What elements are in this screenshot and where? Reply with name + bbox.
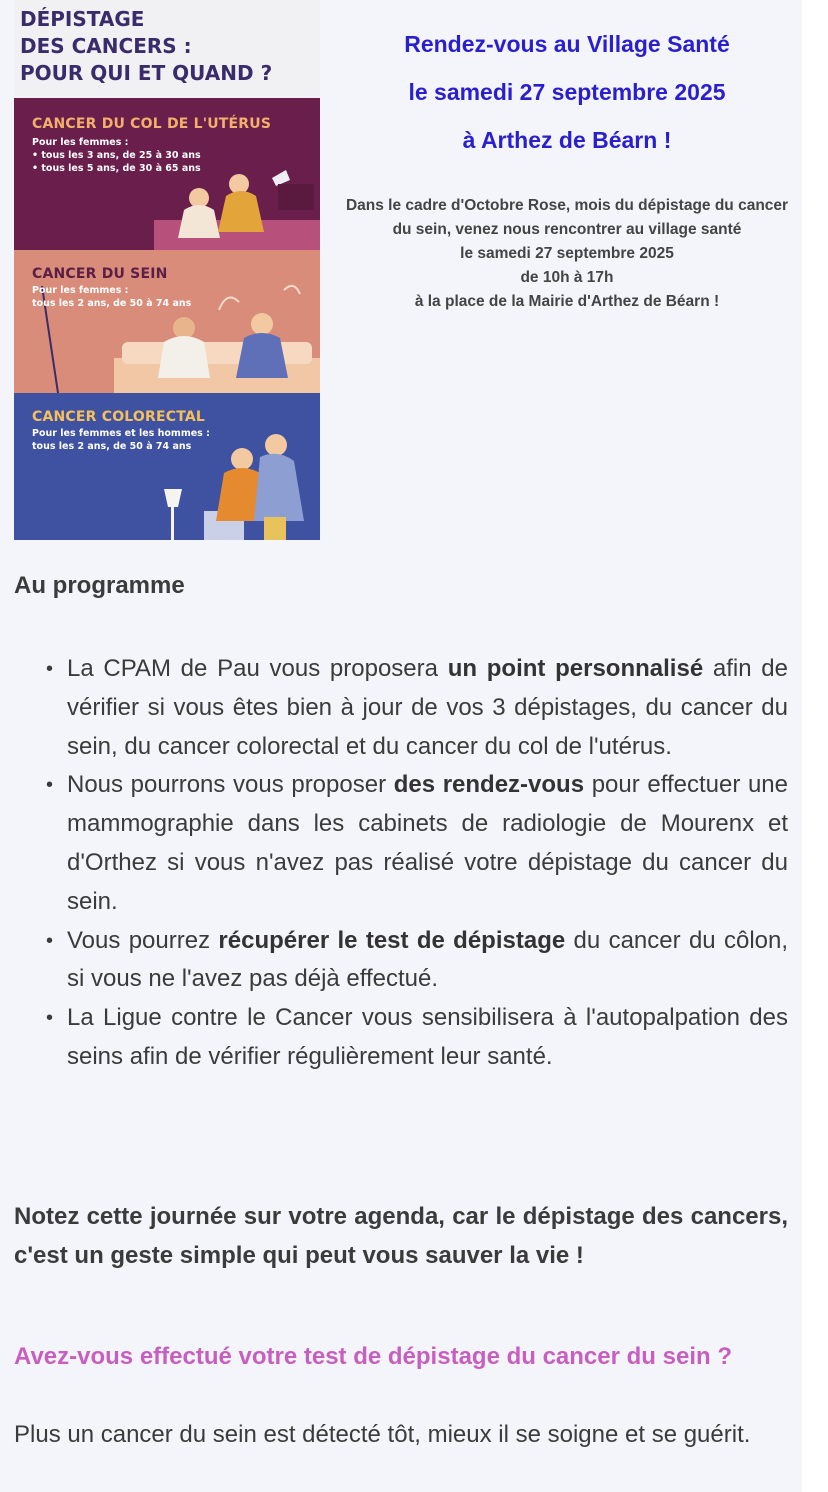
bullet-icon: • — [46, 929, 54, 952]
poster-header — [14, 0, 320, 98]
colorectal-details: Pour les femmes et les hommes : tous les 2 ans, de 50 à 74 ans — [32, 428, 210, 452]
list-item: • Vous pourrez récupérer le test de dépistage du cancer du côlon, si vous ne l'avez pas déjà effectué. — [14, 922, 788, 1000]
list-item: • Nous pourrons vous proposer des rendez-vous pour effectuer une mammographie dans les cabinets de radiologie de Mourenx et d'Orthez si vous n'avez pas réalisé votre dépistage du cancer du sein. — [14, 766, 788, 921]
event-announcement — [338, 20, 796, 164]
right-margin — [802, 0, 828, 1492]
screening-question: Avez-vous effectué votre test de dépistage du cancer du sein ? — [14, 1343, 732, 1370]
intro-context: Dans le cadre d'Octobre Rose, mois du dépistage du cancer du sein, venez nous rencontrer au village santé — [345, 197, 789, 238]
bullet-icon: • — [46, 1007, 54, 1030]
cervical-details: Pour les femmes : • tous les 3 ans, de 25 à 30 ans • tous les 5 ans, de 30 à 65 ans — [32, 137, 201, 174]
poster-section-colorectal — [14, 393, 320, 540]
poster-section-cervical — [14, 98, 320, 250]
list-item: • La CPAM de Pau vous proposera un point personnalisé afin de vérifier si vous êtes bien à jour de vos 3 dépistages, du cancer du sein, du cancer colorectal et du cancer du col de l'utérus. — [14, 650, 788, 766]
intro-hours: de 10h à 17h — [520, 269, 614, 286]
program-list — [14, 650, 788, 1077]
agenda-note: Notez cette journée sur votre agenda, car le dépistage des cancers, c'est un geste simple qui peut vous sauver la vie ! — [14, 1203, 788, 1269]
screening-poster — [14, 0, 320, 540]
screening-answer: Plus un cancer du sein est détecté tôt, mieux il se soigne et se guérit. — [14, 1421, 751, 1448]
breast-details: Pour les femmes : tous les 2 ans, de 50 à 74 ans — [32, 285, 192, 309]
intro-place: à la place de la Mairie d'Arthez de Béarn ! — [414, 293, 720, 310]
cervical-title: CANCER DU COL DE L'UTÉRUS — [32, 116, 272, 132]
poster-title: DÉPISTAGE DES CANCERS : POUR QUI ET QUAND ? — [20, 7, 273, 85]
bullet-icon: • — [46, 774, 54, 797]
list-item: • La Ligue contre le Cancer vous sensibilisera à l'autopalpation des seins afin de vérifier régulièrement leur santé. — [14, 999, 788, 1077]
event-date: le samedi 27 septembre 2025 — [408, 79, 726, 105]
breast-title: CANCER DU SEIN — [32, 266, 168, 282]
bullet-icon: • — [46, 658, 54, 680]
poster-section-breast — [14, 250, 320, 393]
program-heading: Au programme — [14, 572, 185, 599]
intro-date: le samedi 27 septembre 2025 — [460, 245, 674, 262]
colorectal-title: CANCER COLORECTAL — [32, 409, 206, 425]
event-intro — [338, 194, 796, 314]
event-location: à Arthez de Béarn ! — [462, 127, 672, 153]
event-title: Rendez-vous au Village Santé — [404, 31, 730, 57]
